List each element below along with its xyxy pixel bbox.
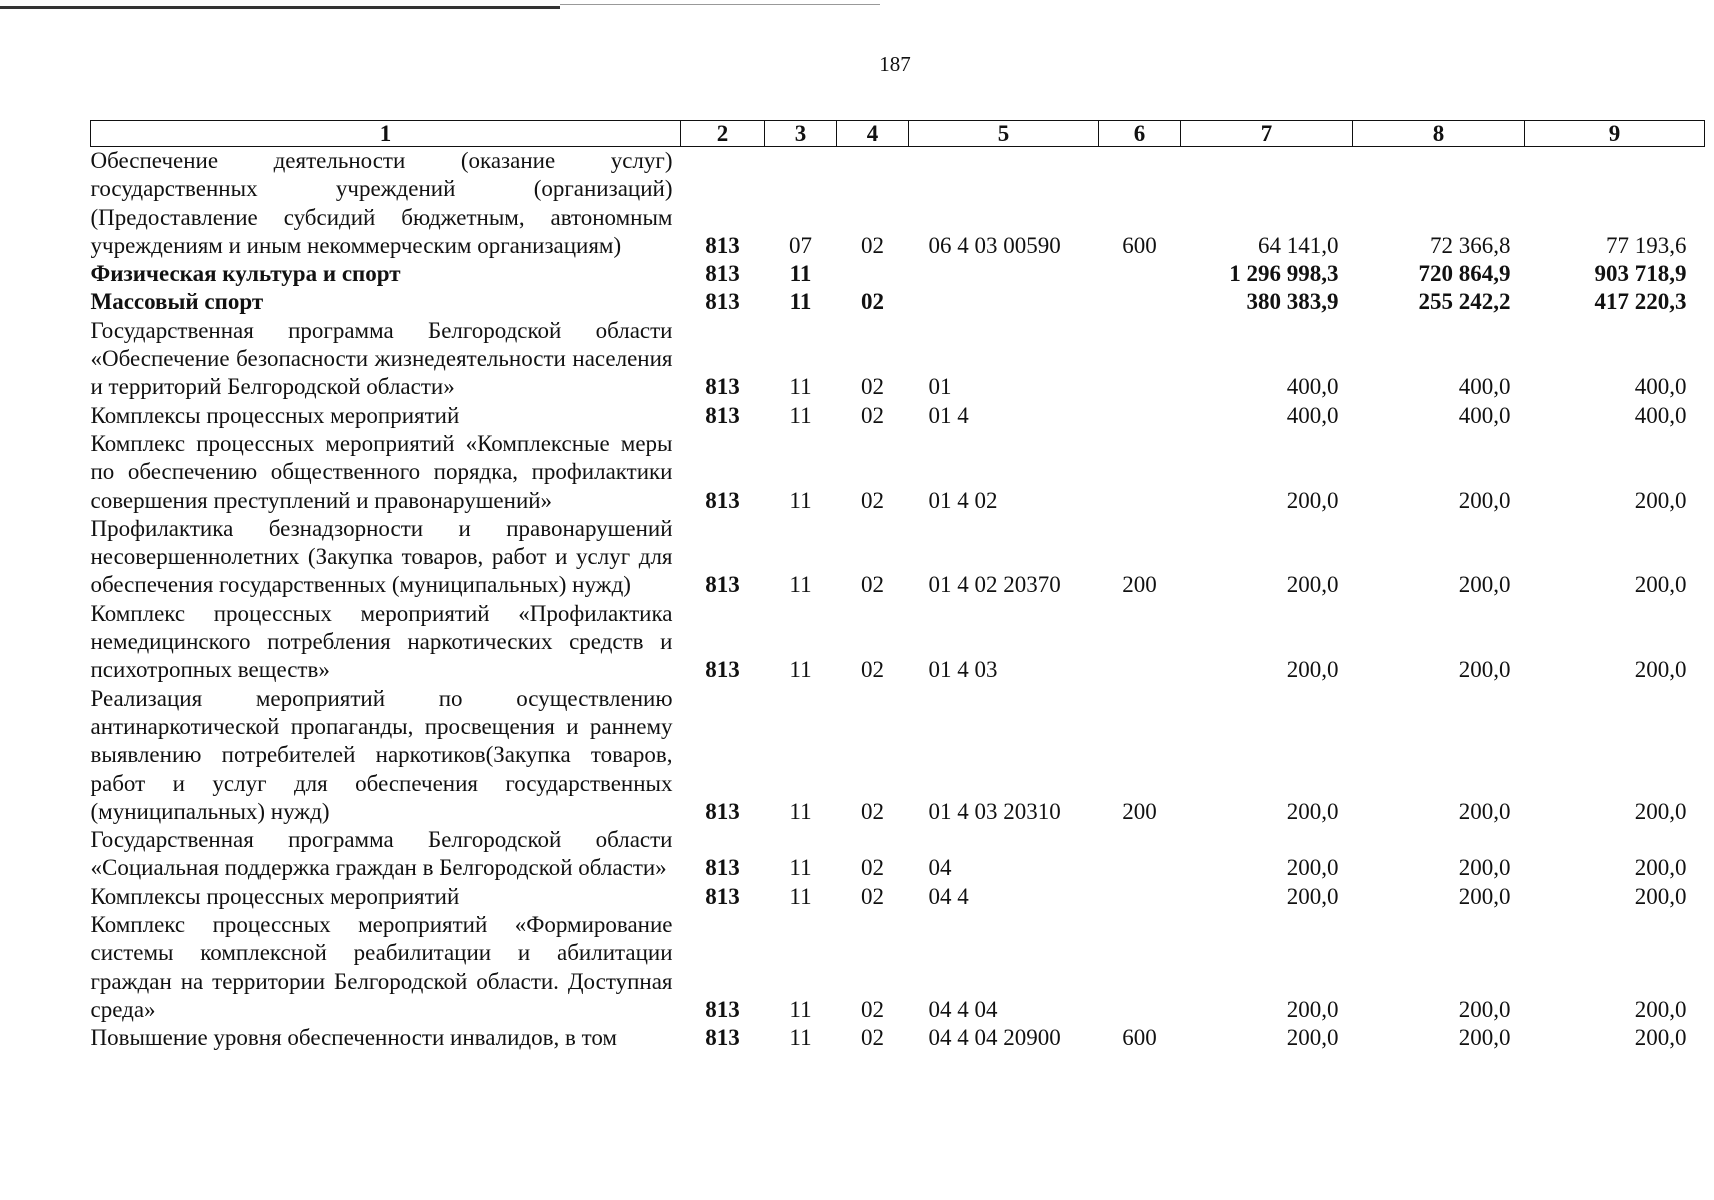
amount-col7-cell: 1 296 998,3	[1229, 261, 1339, 287]
scan-edge-line-faint	[560, 4, 880, 5]
gr-code-cell: 813	[705, 855, 740, 881]
column-header-6: 6	[1099, 121, 1181, 147]
subsection-code-cell: 02	[861, 289, 884, 315]
gr-code-cell: 813	[705, 1025, 740, 1051]
section-code-cell: 11	[789, 487, 812, 513]
table-row	[91, 402, 1705, 430]
subsection-code-cell: 02	[861, 232, 884, 258]
target-article-cell: 06 4 03 00590	[928, 232, 1061, 258]
row-name-cell: Повышение уровня обеспеченности инвалидов, в том	[90, 1025, 617, 1051]
target-article-cell: 01 4	[928, 402, 969, 428]
amount-col7-cell: 64 141,0	[1258, 232, 1339, 258]
target-article-cell: 04 4 04 20900	[928, 1025, 1061, 1051]
gr-code-cell: 813	[705, 883, 740, 909]
amount-col7-cell: 380 383,9	[1246, 289, 1339, 315]
amount-col9-cell: 200,0	[1634, 855, 1687, 881]
amount-col8-cell: 200,0	[1458, 798, 1511, 824]
expense-type-cell: 600	[1122, 1025, 1157, 1051]
gr-code-cell: 813	[705, 289, 740, 315]
expense-type-cell	[1099, 402, 1181, 430]
amount-col8-cell: 200,0	[1458, 1025, 1511, 1051]
target-article-cell: 01 4 03	[928, 657, 998, 683]
subsection-code-cell: 02	[861, 572, 884, 598]
expense-type-cell	[1099, 260, 1181, 288]
table-row	[91, 317, 1705, 402]
amount-col8-cell: 200,0	[1458, 996, 1511, 1022]
table-row	[91, 515, 1705, 600]
amount-col7-cell: 200,0	[1286, 855, 1339, 881]
subsection-code-cell: 02	[861, 402, 884, 428]
table-row	[91, 826, 1705, 883]
target-article-cell: 04 4 04	[928, 996, 998, 1022]
row-name-cell: Комплекс процессных мероприятий «Профилактика немедицинского потребления наркотических средств и психотропных веществ»	[90, 600, 673, 683]
amount-col8-cell: 255 242,2	[1418, 289, 1511, 315]
subsection-code-cell: 02	[861, 883, 884, 909]
amount-col9-cell: 200,0	[1634, 883, 1687, 909]
table-row	[91, 430, 1705, 515]
amount-col7-cell: 200,0	[1286, 883, 1339, 909]
section-code-cell: 11	[789, 1025, 812, 1051]
header-row	[91, 121, 1705, 147]
amount-col9-cell: 200,0	[1634, 487, 1687, 513]
table-body	[91, 147, 1705, 1053]
budget-table	[90, 120, 1705, 1053]
target-article-cell: 01	[928, 374, 952, 400]
subsection-code-cell: 02	[861, 1025, 884, 1051]
amount-col8-cell: 72 366,8	[1430, 232, 1511, 258]
subsection-code-cell	[837, 260, 909, 288]
subsection-code-cell: 02	[861, 657, 884, 683]
column-header-1: 1	[91, 121, 681, 147]
amount-col8-cell: 200,0	[1458, 572, 1511, 598]
table-row	[91, 147, 1705, 261]
expense-type-cell: 600	[1122, 232, 1157, 258]
expense-type-cell	[1099, 600, 1181, 685]
target-article-cell: 04	[928, 855, 952, 881]
expense-type-cell: 200	[1122, 572, 1157, 598]
target-article-cell: 04 4	[928, 883, 969, 909]
table-row	[91, 911, 1705, 1024]
gr-code-cell: 813	[705, 374, 740, 400]
section-code-cell: 11	[789, 657, 812, 683]
amount-col8-cell: 400,0	[1458, 374, 1511, 400]
subsection-code-cell: 02	[861, 798, 884, 824]
target-article-cell	[909, 288, 1099, 316]
section-code-cell: 11	[789, 289, 812, 315]
amount-col8-cell: 200,0	[1458, 883, 1511, 909]
table-row	[91, 685, 1705, 826]
gr-code-cell: 813	[705, 572, 740, 598]
expense-type-cell	[1099, 883, 1181, 911]
expense-type-cell	[1099, 317, 1181, 402]
amount-col8-cell: 200,0	[1458, 657, 1511, 683]
amount-col7-cell: 200,0	[1286, 996, 1339, 1022]
gr-code-cell: 813	[705, 996, 740, 1022]
amount-col9-cell: 400,0	[1634, 374, 1687, 400]
expense-type-cell	[1099, 826, 1181, 883]
gr-code-cell: 813	[705, 402, 740, 428]
table-row	[91, 260, 1705, 288]
gr-code-cell: 813	[705, 487, 740, 513]
amount-col7-cell: 400,0	[1286, 402, 1339, 428]
row-name-cell: Профилактика безнадзорности и правонарушений несовершеннолетних (Закупка товаров, работ и услуг для обеспечения государственных (муниципальных) нужд)	[90, 515, 673, 598]
amount-col9-cell: 417 220,3	[1594, 289, 1687, 315]
row-name-cell: Комплекс процессных мероприятий «Формирование системы комплексной реабилитации и абилитации граждан на территории Белгородской области. Доступная среда»	[90, 912, 673, 1022]
target-article-cell: 01 4 02 20370	[928, 572, 1061, 598]
section-code-cell: 11	[789, 572, 812, 598]
amount-col9-cell: 903 718,9	[1594, 261, 1687, 287]
row-name-cell: Государственная программа Белгородской области «Обеспечение безопасности жизнедеятельности населения и территорий Белгородской области»	[90, 317, 673, 400]
page-number: 187	[879, 52, 911, 76]
amount-col9-cell: 400,0	[1634, 402, 1687, 428]
column-header-5: 5	[909, 121, 1099, 147]
amount-col9-cell: 200,0	[1634, 996, 1687, 1022]
subsection-code-cell: 02	[861, 855, 884, 881]
table-row	[91, 600, 1705, 685]
expense-type-cell: 200	[1122, 798, 1157, 824]
subsection-code-cell: 02	[861, 374, 884, 400]
amount-col7-cell: 200,0	[1286, 487, 1339, 513]
gr-code-cell: 813	[705, 798, 740, 824]
section-code-cell: 11	[789, 798, 812, 824]
row-name-cell: Комплексы процессных мероприятий	[90, 883, 460, 909]
amount-col9-cell: 77 193,6	[1606, 232, 1687, 258]
section-code-cell: 11	[789, 855, 812, 881]
column-header-7: 7	[1181, 121, 1353, 147]
section-code-cell: 11	[789, 996, 812, 1022]
amount-col8-cell: 200,0	[1458, 487, 1511, 513]
table-row	[91, 1024, 1705, 1052]
section-code-cell: 11	[789, 261, 812, 287]
amount-col8-cell: 400,0	[1458, 402, 1511, 428]
column-header-3: 3	[765, 121, 837, 147]
amount-col7-cell: 200,0	[1286, 798, 1339, 824]
amount-col9-cell: 200,0	[1634, 657, 1687, 683]
row-name-cell: Комплекс процессных мероприятий «Комплексные меры по обеспечению общественного порядка, профилактики совершения преступлений и правонарушений»	[90, 430, 673, 513]
section-code-cell: 11	[789, 402, 812, 428]
section-code-cell: 11	[789, 883, 812, 909]
row-name-cell: Массовый спорт	[90, 289, 264, 315]
amount-col8-cell: 720 864,9	[1418, 261, 1511, 287]
scan-edge-line	[0, 6, 560, 9]
table-row	[91, 288, 1705, 316]
section-code-cell: 11	[789, 374, 812, 400]
expense-type-cell	[1099, 911, 1181, 1024]
row-name-cell: Реализация мероприятий по осуществлению антинаркотической пропаганды, просвещения и раннему выявлению потребителей наркотиков(Закупка товаров, работ и услуг для обеспечения государственных (муниципальных) нужд)	[90, 685, 673, 824]
gr-code-cell: 813	[705, 232, 740, 258]
amount-col9-cell: 200,0	[1634, 1025, 1687, 1051]
row-name-cell: Физическая культура и спорт	[90, 261, 401, 287]
expense-type-cell	[1099, 430, 1181, 515]
column-header-8: 8	[1353, 121, 1525, 147]
gr-code-cell: 813	[705, 261, 740, 287]
gr-code-cell: 813	[705, 657, 740, 683]
table-row	[91, 883, 1705, 911]
section-code-cell: 07	[789, 232, 812, 258]
amount-col7-cell: 400,0	[1286, 374, 1339, 400]
subsection-code-cell: 02	[861, 487, 884, 513]
table-header	[91, 121, 1705, 147]
row-name-cell: Государственная программа Белгородской области «Социальная поддержка граждан в Белгородской области»	[90, 827, 673, 881]
row-name-cell: Обеспечение деятельности (оказание услуг) государственных учреждений (организаций) (Предоставление субсидий бюджетным, автономным учреждениям и иным некоммерческим организациям)	[90, 148, 673, 258]
amount-col7-cell: 200,0	[1286, 657, 1339, 683]
amount-col9-cell: 200,0	[1634, 572, 1687, 598]
subsection-code-cell: 02	[861, 996, 884, 1022]
target-article-cell: 01 4 03 20310	[928, 798, 1061, 824]
column-header-2: 2	[681, 121, 765, 147]
expense-type-cell	[1099, 288, 1181, 316]
column-header-4: 4	[837, 121, 909, 147]
target-article-cell	[909, 260, 1099, 288]
row-name-cell: Комплексы процессных мероприятий	[90, 402, 460, 428]
amount-col7-cell: 200,0	[1286, 1025, 1339, 1051]
column-header-9: 9	[1525, 121, 1705, 147]
amount-col8-cell: 200,0	[1458, 855, 1511, 881]
amount-col7-cell: 200,0	[1286, 572, 1339, 598]
amount-col9-cell: 200,0	[1634, 798, 1687, 824]
target-article-cell: 01 4 02	[928, 487, 998, 513]
